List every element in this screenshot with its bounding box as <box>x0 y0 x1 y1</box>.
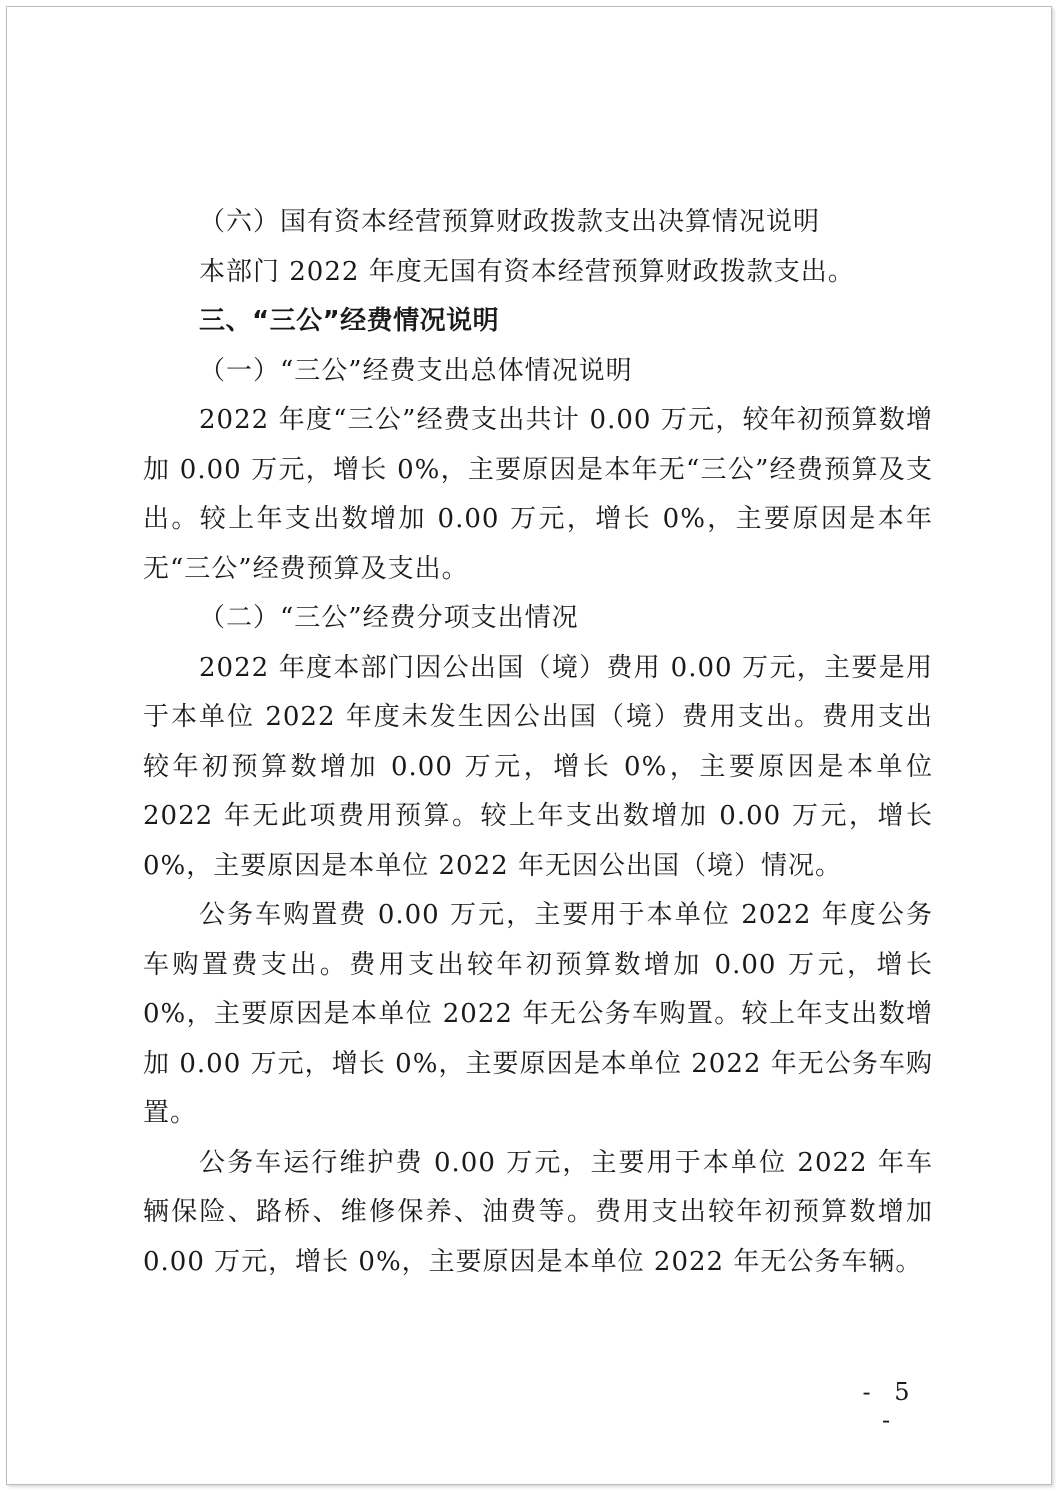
section-heading-three-public: 三、“三公”经费情况说明 <box>199 306 500 336</box>
section-heading-state-capital: （六）国有资本经营预算财政拨款支出决算情况说明 <box>199 207 821 237</box>
paragraph-overall: 2022 年度“三公”经费支出共计 0.00 万元，较年初预算数增加 0.00 万元，增长 0%，主要原因是本年无“三公”经费预算及支出。较上年支出数增加 0.00 万元，增长 0%，主要原因是本年无“三公”经费预算及支出。 <box>143 405 933 584</box>
paragraph-vehicle-maintenance: 公务车运行维护费 0.00 万元，主要用于本单位 2022 年车辆保险、路桥、维修保养、油费等。费用支出较年初预算数增加 0.00 万元，增长 0%，主要原因是本单位 2022 年无公务车辆。 <box>143 1147 933 1277</box>
paragraph-vehicle-purchase: 公务车购置费 0.00 万元，主要用于本单位 2022 年度公务车购置费支出。费用支出较年初预算数增加 0.00 万元，增长 0%，主要原因是本单位 2022 年无公务车购置。较上年支出数增加 0.00 万元，增长 0%，主要原因是本单位 2022 年无公务车购置。 <box>143 900 933 1128</box>
paragraph-overseas-travel: 2022 年度本部门因公出国（境）费用 0.00 万元，主要是用于本单位 2022 年度未发生因公出国（境）费用支出。费用支出较年初预算数增加 0.00 万元，增长 0%，主要原因是本单位 2022 年无此项费用预算。较上年支出数增加 0.00 万元，增长 0%，主要原因是本单位 2022 年无因公出国（境）情况。 <box>143 652 933 881</box>
document-body <box>143 198 933 1287</box>
subheading-itemized: （二）“三公”经费分项支出情况 <box>199 603 579 633</box>
page-number: - 5 - <box>862 1378 918 1434</box>
paragraph-state-capital: 本部门 2022 年度无国有资本经营预算财政拨款支出。 <box>199 256 855 287</box>
subheading-overall: （一）“三公”经费支出总体情况说明 <box>199 355 633 386</box>
